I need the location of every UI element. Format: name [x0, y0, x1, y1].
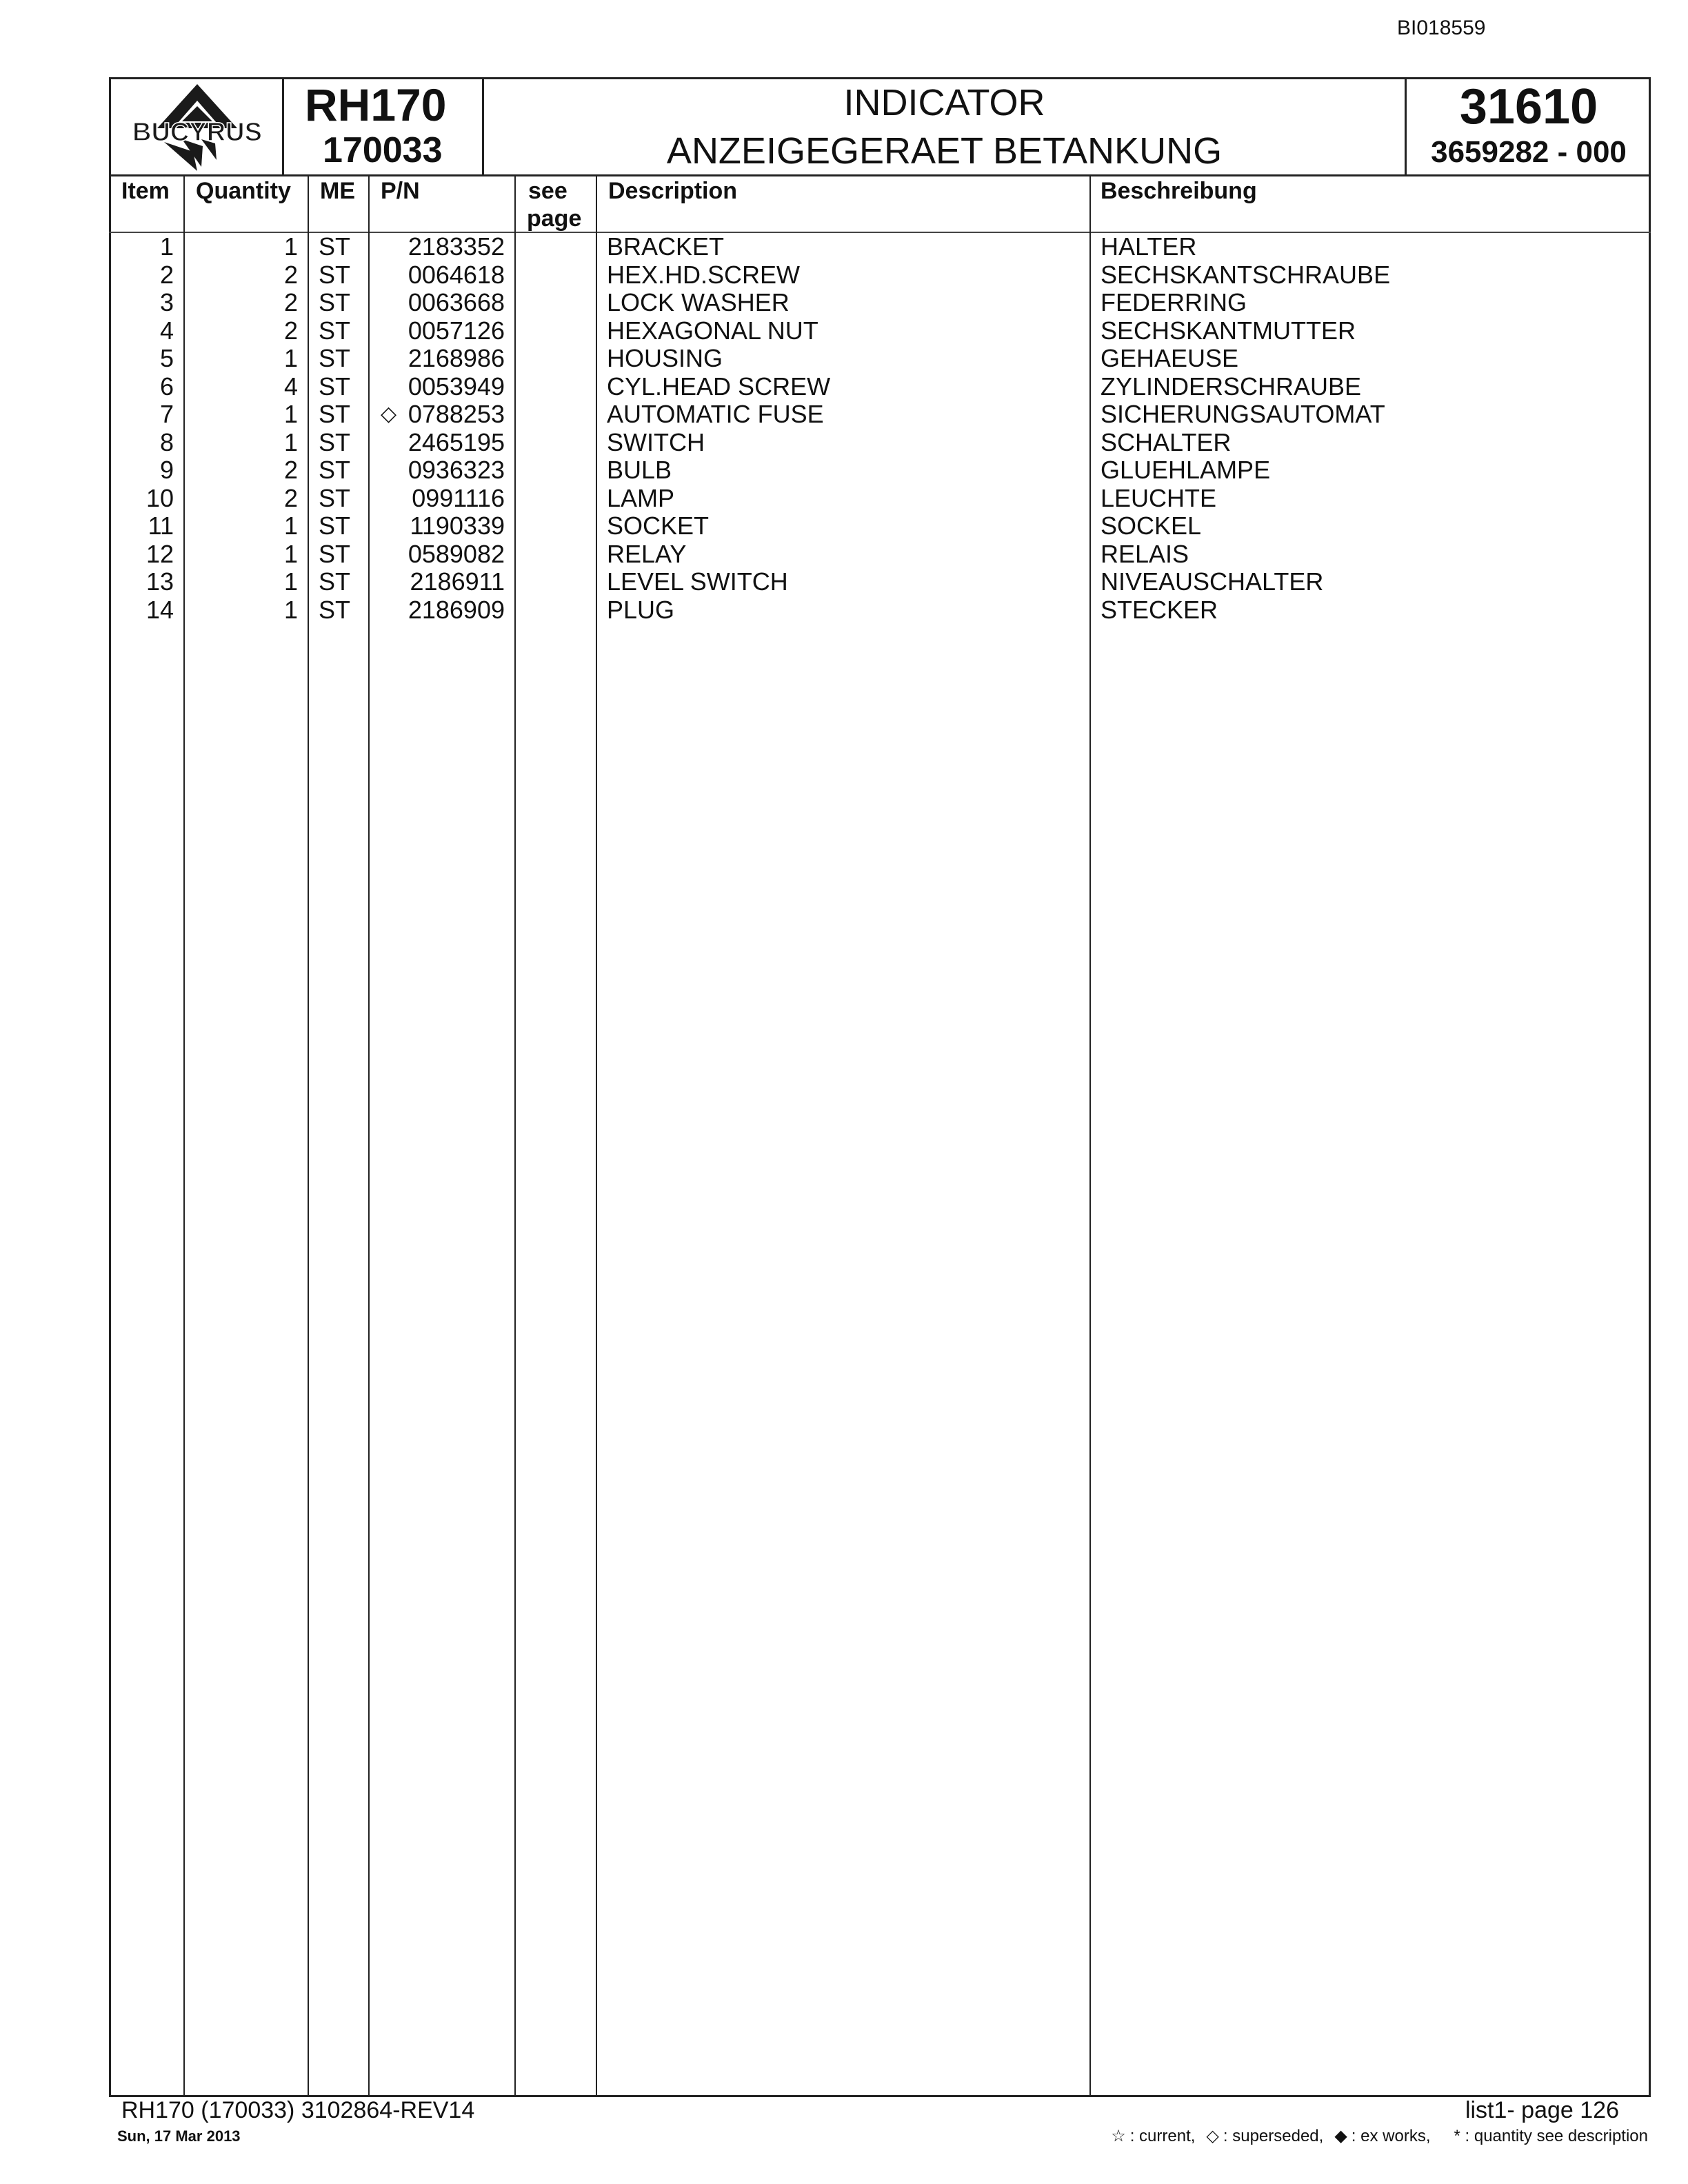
- row-item: 1: [159, 232, 174, 261]
- row-part-number: 0064618: [408, 260, 505, 289]
- row-item: 12: [145, 539, 174, 568]
- col-header-item: Item: [121, 178, 170, 204]
- row-quantity: 2: [283, 288, 298, 316]
- column-divider: [596, 176, 597, 2096]
- row-item: 14: [145, 595, 174, 624]
- row-part-number: 0053949: [408, 372, 505, 401]
- row-description: LOCK WASHER: [607, 288, 790, 316]
- row-beschreibung: GEHAEUSE: [1101, 344, 1239, 372]
- row-quantity: 1: [283, 344, 298, 372]
- row-item: 7: [159, 400, 174, 428]
- row-description: AUTOMATIC FUSE: [607, 400, 824, 428]
- row-description: SOCKET: [607, 512, 710, 540]
- row-description: SWITCH: [607, 427, 705, 456]
- row-description: RELAY: [607, 539, 687, 568]
- row-item: 5: [159, 344, 174, 372]
- row-quantity: 2: [283, 483, 298, 512]
- row-me: ST: [319, 344, 351, 372]
- row-part-number: 0936323: [408, 456, 505, 484]
- col-header-me: ME: [320, 178, 355, 204]
- group-number: 31610: [1459, 79, 1598, 134]
- row-beschreibung: ZYLINDERSCHRAUBE: [1101, 372, 1362, 401]
- row-quantity: 2: [283, 456, 298, 484]
- row-beschreibung: LEUCHTE: [1101, 483, 1217, 512]
- row-me: ST: [319, 288, 351, 316]
- group-number-cell: [1407, 77, 1651, 174]
- title-english: INDICATOR: [843, 82, 1045, 123]
- row-quantity: 4: [283, 372, 298, 401]
- col-header-description: Description: [608, 178, 738, 204]
- row-description: PLUG: [607, 595, 675, 624]
- footer-page-number: list1- page 126: [1465, 2097, 1619, 2123]
- row-beschreibung: SOCKEL: [1101, 512, 1202, 540]
- row-quantity: 1: [283, 400, 298, 428]
- row-quantity: 1: [283, 512, 298, 540]
- col-header-quantity: Quantity: [196, 178, 291, 204]
- row-part-number: 0063668: [408, 288, 505, 316]
- row-beschreibung: SECHSKANTMUTTER: [1101, 316, 1356, 345]
- row-me: ST: [319, 456, 351, 484]
- row-part-number: 0991116: [412, 483, 505, 512]
- legend-quantity: * : quantity see description: [1454, 2126, 1648, 2145]
- col-header-see: see: [528, 178, 567, 204]
- row-quantity: 1: [283, 595, 298, 624]
- model-cell: [284, 77, 484, 174]
- row-description: LAMP: [607, 483, 675, 512]
- row-item: 10: [145, 483, 174, 512]
- row-me: ST: [319, 595, 351, 624]
- row-me: ST: [319, 232, 351, 261]
- column-divider: [368, 176, 370, 2096]
- legend-current: : current,: [1129, 2126, 1196, 2145]
- drawing-number: 3659282 - 000: [1431, 135, 1627, 169]
- row-description: HOUSING: [607, 344, 723, 372]
- row-item: 8: [159, 427, 174, 456]
- row-beschreibung: SICHERUNGSAUTOMAT: [1101, 400, 1385, 428]
- serial-number: 170033: [323, 130, 443, 170]
- row-beschreibung: SCHALTER: [1101, 427, 1232, 456]
- row-item: 2: [159, 260, 174, 289]
- column-divider: [183, 176, 185, 2096]
- row-me: ST: [319, 400, 351, 428]
- row-part-number: 2186911: [410, 567, 505, 596]
- row-part-number: 2183352: [408, 232, 505, 261]
- row-beschreibung: SECHSKANTSCHRAUBE: [1101, 260, 1391, 289]
- col-header-beschreibung: Beschreibung: [1101, 178, 1257, 204]
- column-divider: [1089, 176, 1091, 2096]
- row-item: 9: [159, 456, 174, 484]
- row-beschreibung: FEDERRING: [1101, 288, 1247, 316]
- row-item: 6: [159, 372, 174, 401]
- row-part-number: 0057126: [408, 316, 505, 345]
- document-id: BI018559: [1397, 17, 1486, 39]
- logo-text: BUCYRUS: [132, 118, 262, 147]
- col-header-pn: P/N: [381, 178, 420, 204]
- row-item: 3: [159, 288, 174, 316]
- column-divider: [514, 176, 516, 2096]
- row-me: ST: [319, 427, 351, 456]
- row-item: 13: [145, 567, 174, 596]
- row-description: HEX.HD.SCREW: [607, 260, 801, 289]
- diamond-outline-icon: ◇: [1206, 2127, 1219, 2145]
- row-me: ST: [319, 512, 351, 540]
- row-beschreibung: GLUEHLAMPE: [1101, 456, 1271, 484]
- row-beschreibung: STECKER: [1101, 595, 1218, 624]
- column-divider: [308, 176, 309, 2096]
- row-me: ST: [319, 539, 351, 568]
- star-icon: ☆: [1111, 2127, 1126, 2145]
- row-item: 11: [148, 512, 174, 540]
- row-me: ST: [319, 260, 351, 289]
- model-name: RH170: [305, 79, 447, 130]
- title-german: ANZEIGEGERAET BETANKUNG: [666, 130, 1223, 172]
- row-me: ST: [319, 567, 351, 596]
- diamond-filled-icon: ◆: [1334, 2127, 1347, 2145]
- footer-date: Sun, 17 Mar 2013: [117, 2127, 241, 2145]
- logo-cell: [109, 77, 284, 174]
- title-cell: [484, 77, 1407, 174]
- row-part-number: 2168986: [408, 344, 505, 372]
- row-description: HEXAGONAL NUT: [607, 316, 818, 345]
- row-part-number: 0788253: [408, 400, 505, 428]
- row-quantity: 1: [283, 567, 298, 596]
- row-description: LEVEL SWITCH: [607, 567, 788, 596]
- legend-superseded: : superseded,: [1223, 2126, 1324, 2145]
- legend-ex-works: : ex works,: [1351, 2126, 1431, 2145]
- row-quantity: 1: [283, 427, 298, 456]
- row-beschreibung: RELAIS: [1101, 539, 1189, 568]
- header-block: [109, 77, 1651, 176]
- column-header-row: [109, 176, 1651, 233]
- row-beschreibung: HALTER: [1101, 232, 1197, 261]
- row-description: CYL.HEAD SCREW: [607, 372, 831, 401]
- row-quantity: 1: [283, 539, 298, 568]
- col-header-page: page: [527, 205, 582, 232]
- row-quantity: 2: [283, 260, 298, 289]
- footer-document-ref: RH170 (170033) 3102864-REV14: [121, 2097, 475, 2123]
- row-part-number: 2186909: [408, 595, 505, 624]
- row-item: 4: [159, 316, 174, 345]
- row-quantity: 1: [283, 232, 298, 261]
- bucyrus-logo: [116, 80, 279, 172]
- row-description: BULB: [607, 456, 672, 484]
- row-description: BRACKET: [607, 232, 725, 261]
- row-quantity: 2: [283, 316, 298, 345]
- row-me: ST: [319, 316, 351, 345]
- row-part-number: 0589082: [408, 539, 505, 568]
- row-me: ST: [319, 372, 351, 401]
- row-me: ST: [319, 483, 351, 512]
- row-beschreibung: NIVEAUSCHALTER: [1101, 567, 1324, 596]
- row-part-number: 2465195: [408, 427, 505, 456]
- row-status-mark-icon: ◇: [381, 403, 397, 425]
- row-part-number: 1190339: [410, 512, 505, 540]
- symbol-legend: [1111, 2126, 1648, 2146]
